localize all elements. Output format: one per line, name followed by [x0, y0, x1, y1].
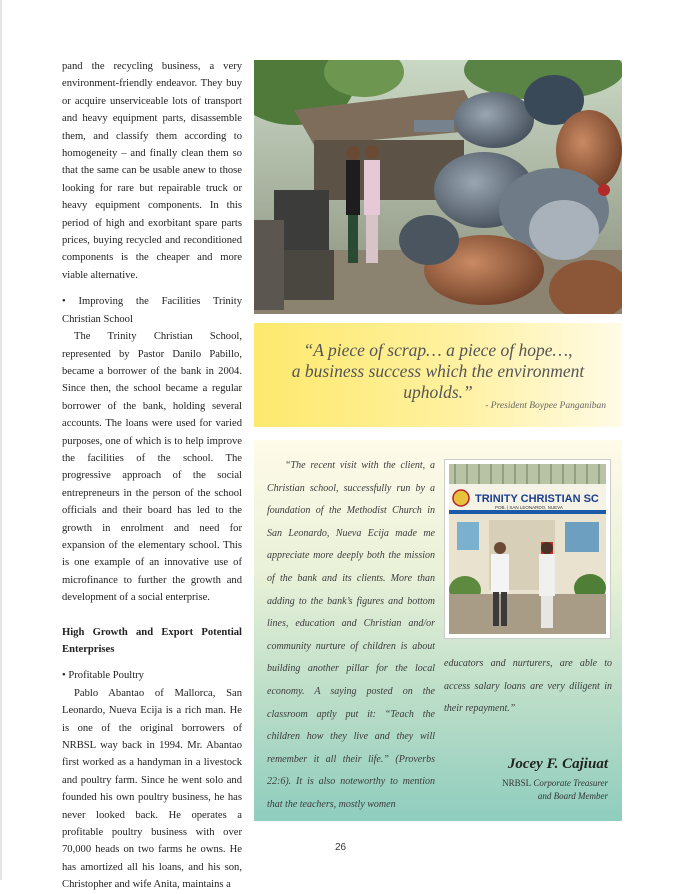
- signer-role-line-1: Corporate Treasurer: [533, 778, 608, 788]
- paragraph-recycling: pand the recycling business, a very environment-friendly endeavor. They buy or acquire unserviceable lots of transport and heavy equipment parts, disassemble them, and classify them according to homogeneity – and finally clean them so that the same can be usable anew to those looking for rare but repairable truck or heavy equipment components. In this period of high and exorbitant spare parts prices, buying recycled and reconditioned components is the cheaper and more viable alternative.: [62, 61, 242, 281]
- signer-role-line-2: and Board Member: [537, 791, 608, 801]
- page-edge: [0, 0, 2, 880]
- quote-banner: [254, 323, 622, 427]
- school-photo: [445, 460, 610, 638]
- bullet-trinity-school: • Improving the Facilities Trinity Christian School: [62, 296, 242, 325]
- testimonial-text-right: [444, 653, 612, 721]
- pull-quote-line-2: a business success which the environment upholds.”: [291, 361, 585, 402]
- school-sign-text: TRINITY CHRISTIAN SC: [475, 493, 599, 505]
- section-heading: High Growth and Export Potential Enterprises: [62, 626, 242, 655]
- left-column: [62, 58, 242, 894]
- scrap-yard-photo: [254, 60, 622, 314]
- pull-quote-line-1: “A piece of scrap… a piece of hope…,: [303, 340, 573, 360]
- quote-attribution: - President Boypee Panganiban: [485, 401, 606, 411]
- testimonial-box: [254, 440, 622, 821]
- testimonial-paragraph: “The recent visit with the client, a Christian school, successfully run by a foundation of the Methodist Church in San Leonardo, Nueva Ecija made me appreciate more deeply both the mission of the bank and its clients. More than adding to the bank’s figures and bottom lines, education and Christian and/or community nurture of children is about building another pillar for the local economy. A saying posted on the classroom aptly put it: “Teach the children how they live and they will remember it all their life.” (Proverbs 22:6). It is also noteworthy to mention that the teachers, mostly women: [267, 460, 435, 810]
- paragraph-poultry: Pablo Abantao of Mallorca, San Leonardo, Nueva Ecija is a rich man. He is one of the original borrowers of NRBSL way back in 1994. Mr. Abantao first worked as a handyman in a livestock and poultry farm. Since he went solo and founded his own poultry business, he has never looked back. He operates a profitable poultry business with over 70,000 heads on two farms he owns. He has amortized all his loans, and his son, Christopher and wife Anita, maintains a: [62, 687, 242, 891]
- paragraph-trinity-school: The Trinity Christian School, represented by Pastor Danilo Pabillo, became a borrower of the bank in 2004. Since then, the school became a regular borrower of the bank, holding several accounts. The loans were used for varied purposes, one of which is to help improve the facilities of the school. The progressive approach of the social entrepreneurs in the person of the school officials and their board has led to the growth in enrolment and need for expansion of the elementary school. This is one example of an innovative use of microfinance to further the growth and development of a social enterprise.: [62, 331, 242, 604]
- pull-quote: [262, 340, 614, 403]
- testimonial-paragraph-continued: educators and nurturers, are able to access salary loans are very diligent in their repayment.”: [444, 658, 612, 715]
- school-sign-subtext: POB. | SAN LEONARDO, NUEVA: [495, 505, 563, 510]
- signer-org: NRBSL: [502, 778, 532, 788]
- bullet-poultry: • Profitable Poultry: [62, 670, 144, 682]
- page-number: 26: [334, 842, 347, 853]
- signer-name: Jocey F. Cajiuat: [507, 756, 608, 772]
- testimonial-text-left: [267, 455, 435, 817]
- signer-role: [502, 777, 608, 803]
